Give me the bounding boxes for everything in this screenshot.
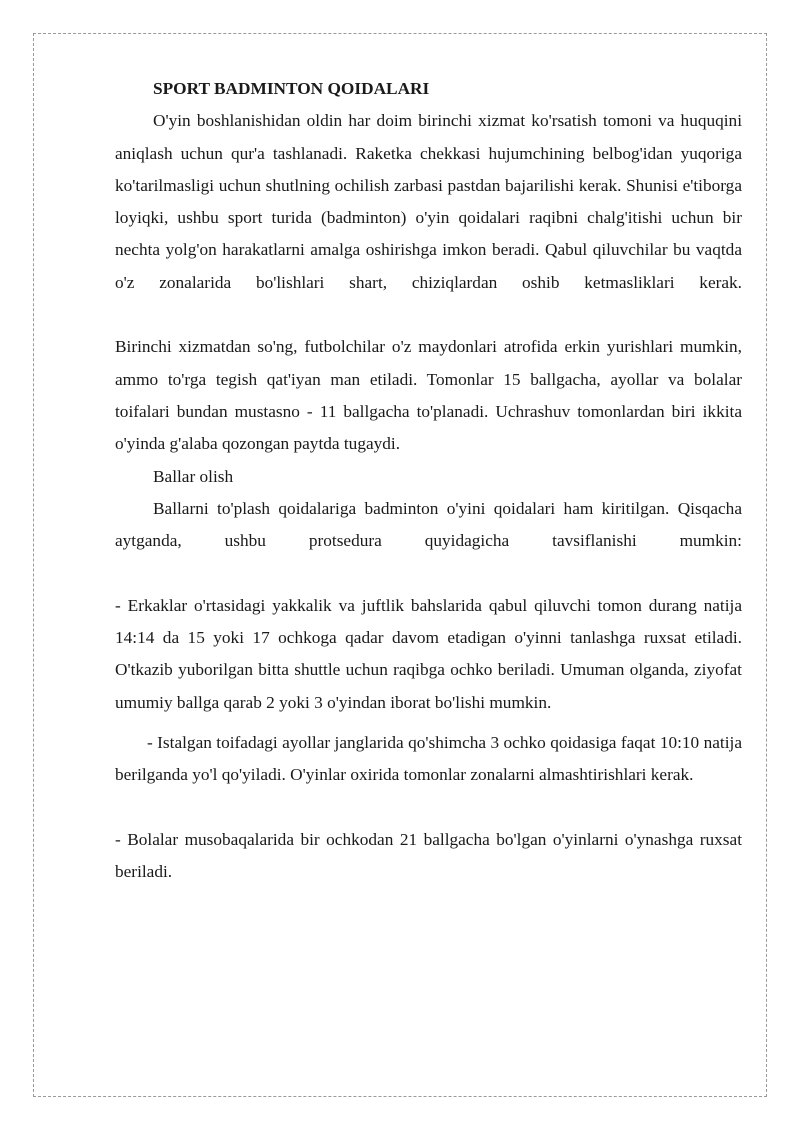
list-item-women: - Istalgan toifadagi ayollar janglarida qo'shimcha 3 ochko qoidasiga faqat 10:10 natija berilganda yo'l qo'yiladi. O'yinlar oxirida tomonlar zonalarni almashtirishlari kerak. [115, 732, 742, 785]
blank-line [115, 557, 742, 589]
paragraph-intro: O'yin boshlanishidan oldin har doim birinchi xizmat ko'rsatish tomoni va huquqini aniqlash uchun qur'a tashlanadi. Raketka chekkasi hujumchining belbog'idan yuqoriga ko'tarilmasligi uchun shutlning ochilish zarbasi pastdan bajarilishi kerak. Shunisi e'tiborga loyiqki, ushbu sport turida (badminton) o'yin qoidalari raqibni chalg'itishi uchun bir nechta yolg'on harakatlarni amalga oshirishga imkon beradi. Qabul qiluvchilar bu vaqtda o'z zonalarida bo'lishlari shart, chiziqlardan oshib ketmasliklari kerak. [115, 111, 742, 292]
blank-line [115, 792, 742, 824]
paragraph-scoring-intro: Ballarni to'plash qoidalariga badminton o'yini qoidalari ham kiritilgan. Qisqacha aytganda, ushbu protsedura quyidagicha tavsiflanishi mumkin: [115, 498, 742, 551]
blank-line [115, 299, 742, 331]
document-title: SPORT BADMINTON QOIDALARI [153, 79, 430, 98]
paragraph-movement: Birinchi xizmatdan so'ng, futbolchilar o'z maydonlari atrofida erkin yurishlari mumkin, ammo to'rga tegish qat'iyan man etiladi. Tomonlar 15 ballgacha, ayollar va bolalar toifalari bundan mustasno - 11 ballgacha to'planadi. Uchrashuv tomonlardan biri ikkita o'yinda g'alaba qozongan paytda tugaydi. [115, 337, 742, 454]
list-item-men: - Erkaklar o'rtasidagi yakkalik va juftlik bahslarida qabul qiluvchi tomon durang natija 14:14 da 15 yoki 17 ochkoga qadar davom etadigan o'yinni tanlashga ruxsat etiladi. O'tkazib yuborilgan bitta shuttle uchun raqibga ochko beriladi. Umuman olganda, ziyofat umumiy ballga qarab 2 yoki 3 o'yindan iborat bo'lishi mumkin. [115, 595, 742, 712]
list-item-children: - Bolalar musobaqalarida bir ochkodan 21 ballgacha bo'lgan o'yinlarni o'ynashga ruxsat beriladi. [115, 829, 742, 882]
subheading-scoring: Ballar olish [153, 466, 234, 486]
document-body [115, 73, 742, 888]
